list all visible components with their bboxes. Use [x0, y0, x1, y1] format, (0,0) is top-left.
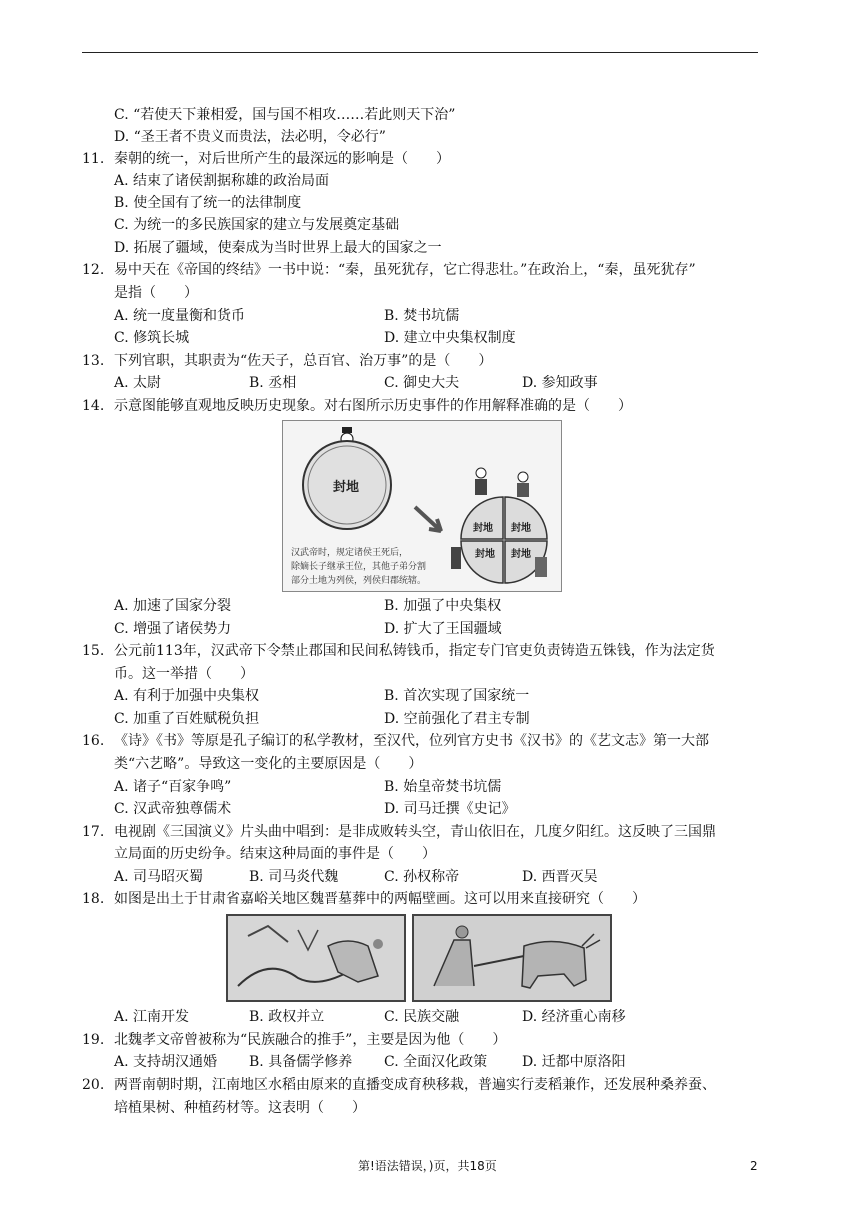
diagram-caption-2: 除嫡长子继承王位，其他子弟分割	[291, 562, 427, 572]
page-footer-label: 第!语法错误，)页，共18页	[358, 1159, 497, 1173]
noble-figures-icon	[475, 468, 529, 497]
diagram-caption-1: 汉武帝时，规定诸侯王死后，	[291, 548, 409, 558]
q12-stem-2: 是指（ ）	[114, 285, 198, 301]
q17-option-d: D. 西晋灭吴	[522, 869, 598, 885]
q17-option-c: C. 孙权称帝	[384, 869, 460, 885]
q19-number: 19.	[82, 1032, 105, 1048]
fief-q4-label: 封地	[511, 549, 531, 560]
q16-stem-2: 类“六艺略”。导致这一变化的主要原因是（ ）	[114, 756, 423, 772]
q14-option-b: B. 加强了中央集权	[384, 598, 502, 614]
q10-option-c: C. “若使天下兼相爱，国与国不相攻……若此则天下治”	[114, 107, 456, 123]
diagram-caption-3: 部分土地为列侯，列侯归郡统辖。	[291, 576, 427, 586]
q15-option-a: A. 有利于加强中央集权	[114, 688, 260, 704]
q18-option-d: D. 经济重心南移	[522, 1009, 626, 1025]
q13-stem: 下列官职，其职责为“佐天子，总百官、治万事”的是（ ）	[114, 353, 493, 369]
q16-option-d: D. 司马迁撰《史记》	[384, 801, 516, 817]
q17-option-b: B. 司马炎代魏	[249, 869, 339, 885]
q15-number: 15.	[82, 643, 105, 659]
q11-option-b: B. 使全国有了统一的法律制度	[114, 195, 302, 211]
q15-stem-1: 公元前113年，汉武帝下令禁止郡国和民间私铸钱币，指定专门官吏负责铸造五铢钱，作为法定货	[114, 643, 715, 659]
q19-option-d: D. 迁都中原洛阳	[522, 1054, 626, 1070]
q12-option-d: D. 建立中央集权制度	[384, 330, 516, 346]
q16-stem-1: 《诗》《书》等原是孔子编订的私学教材，至汉代，位列官方史书《汉书》的《艺文志》第一大部	[114, 733, 709, 749]
fief-q2-label: 封地	[511, 523, 531, 534]
q18-option-a: A. 江南开发	[114, 1009, 190, 1025]
page-number: 2	[750, 1159, 758, 1173]
q19-stem: 北魏孝文帝曾被称为“民族融合的推手”，主要是因为他（ ）	[114, 1032, 507, 1048]
q16-option-b: B. 始皇帝焚书坑儒	[384, 779, 502, 795]
q11-option-c: C. 为统一的多民族国家的建立与发展奠定基础	[114, 217, 400, 233]
q11-stem: 秦朝的统一，对后世所产生的最深远的影响是（ ）	[114, 151, 450, 167]
mural-painting-left	[226, 914, 406, 1002]
q20-stem-2: 培植果树、种植药材等。这表明（ ）	[114, 1100, 366, 1116]
q19-option-b: B. 具备儒学修养	[249, 1054, 353, 1070]
q13-option-d: D. 参知政事	[522, 375, 598, 391]
divided-fief-circle	[461, 497, 547, 583]
fief-q1-label: 封地	[473, 523, 493, 534]
q20-number: 20.	[82, 1077, 105, 1093]
q17-number: 17.	[82, 824, 105, 840]
q13-number: 13.	[82, 353, 105, 369]
q12-number: 12.	[82, 262, 105, 278]
q13-option-c: C. 御史大夫	[384, 375, 460, 391]
q14-option-c: C. 增强了诸侯势力	[114, 621, 232, 637]
q15-option-b: B. 首次实现了国家统一	[384, 688, 530, 704]
q12-option-c: C. 修筑长城	[114, 330, 190, 346]
header-rule	[82, 52, 758, 53]
q10-option-d: D. “圣王者不贵义而贵法，法必明，令必行”	[114, 129, 386, 145]
q14-option-d: D. 扩大了王国疆域	[384, 621, 502, 637]
q18-number: 18.	[82, 891, 105, 907]
q18-stem: 如图是出土于甘肃省嘉峪关地区魏晋墓葬中的两幅壁画。这可以用来直接研究（ ）	[114, 891, 646, 907]
q17-stem-1: 电视剧《三国演义》片头曲中唱到：是非成败转头空，青山依旧在，几度夕阳红。这反映了三国鼎	[114, 824, 716, 840]
q12-stem-1: 易中天在《帝国的终结》一书中说：“秦，虽死犹存，它亡得悲壮。”在政治上，“秦，虽死犹存”	[114, 262, 696, 278]
q15-option-c: C. 加重了百姓赋税负担	[114, 711, 260, 727]
q19-option-c: C. 全面汉化政策	[384, 1054, 488, 1070]
q15-option-d: D. 空前强化了君主专制	[384, 711, 530, 727]
q13-option-b: B. 丞相	[249, 375, 297, 391]
q14-stem: 示意图能够直观地反映历史现象。对右图所示历史事件的作用解释准确的是（ ）	[114, 398, 632, 414]
q12-option-a: A. 统一度量衡和货币	[114, 308, 246, 324]
q14-option-a: A. 加速了国家分裂	[114, 598, 232, 614]
q14-number: 14.	[82, 398, 105, 414]
fief-q3-label: 封地	[475, 549, 495, 560]
q17-stem-2: 立局面的历史纷争。结束这种局面的事件是（ ）	[114, 846, 436, 862]
arrow-icon	[415, 507, 441, 531]
mural-painting-right	[412, 914, 612, 1002]
q13-option-a: A. 太尉	[114, 375, 162, 391]
q11-option-d: D. 拓展了疆域，使秦成为当时世界上最大的国家之一	[114, 240, 442, 256]
q11-number: 11.	[82, 151, 105, 167]
q16-option-a: A. 诸子“百家争鸣”	[114, 779, 232, 795]
q15-stem-2: 币。这一举措（ ）	[114, 666, 254, 682]
q11-option-a: A. 结束了诸侯割据称雄的政治局面	[114, 173, 330, 189]
q12-option-b: B. 焚书坑儒	[384, 308, 460, 324]
large-fief-label: 封地	[333, 480, 360, 495]
q16-option-c: C. 汉武帝独尊儒术	[114, 801, 232, 817]
q19-option-a: A. 支持胡汉通婚	[114, 1054, 218, 1070]
fief-division-diagram	[282, 420, 562, 592]
q18-option-b: B. 政权并立	[249, 1009, 325, 1025]
q17-option-a: A. 司马昭灭蜀	[114, 869, 204, 885]
q16-number: 16.	[82, 733, 105, 749]
q20-stem-1: 两晋南朝时期，江南地区水稻由原来的直播变成育秧移栽，普遍实行麦稻兼作，还发展种桑养蚕、	[114, 1077, 716, 1093]
q18-option-c: C. 民族交融	[384, 1009, 460, 1025]
